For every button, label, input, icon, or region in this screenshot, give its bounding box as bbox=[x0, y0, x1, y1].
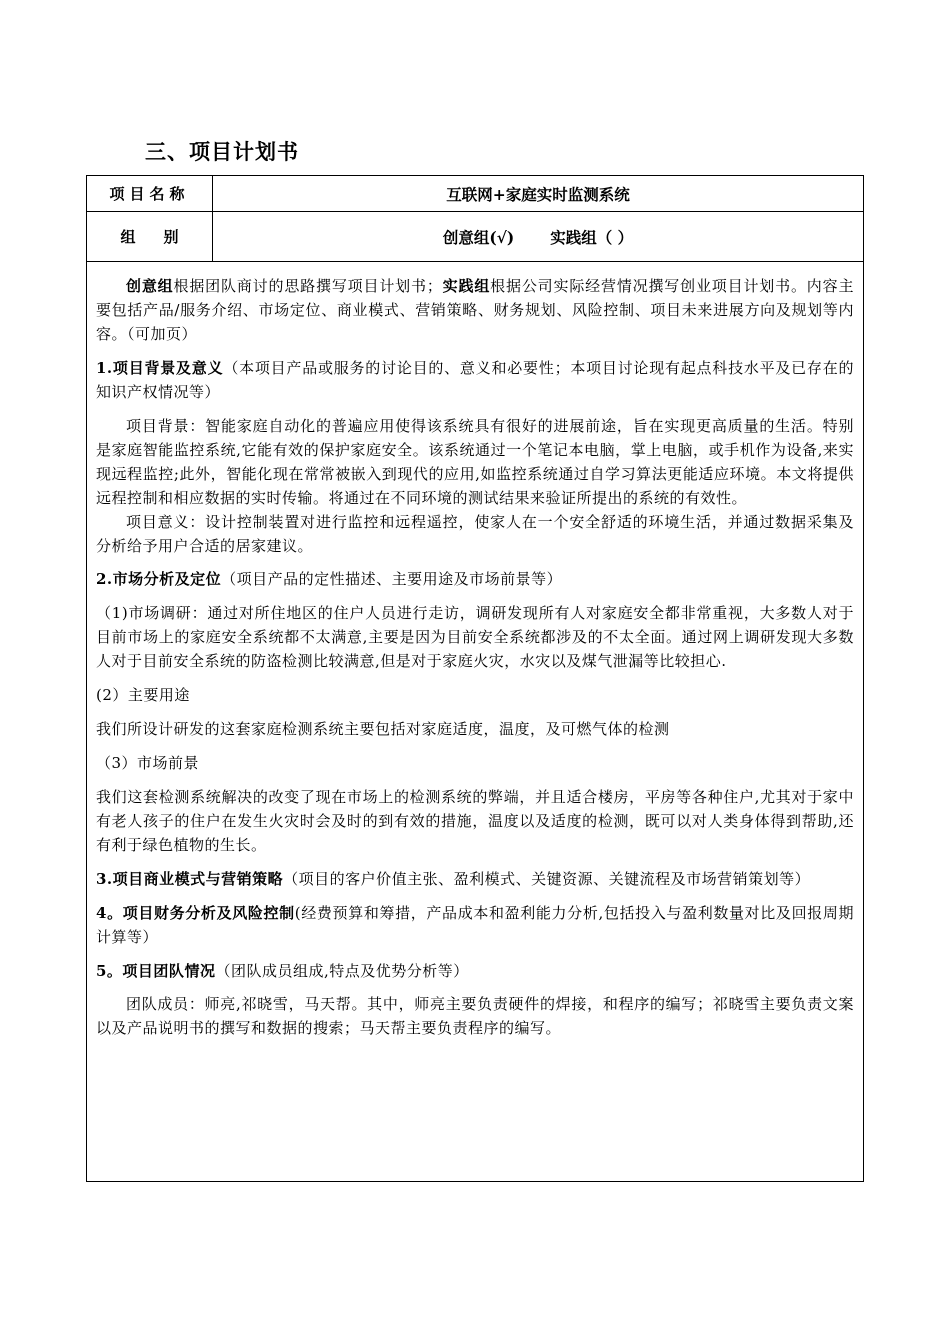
section-5-heading: 5。项目团队情况 bbox=[96, 962, 216, 980]
main-use-title: (2）主要用途 bbox=[96, 686, 190, 704]
significance-paragraph: 项目意义：设计控制装置对进行监控和远程遥控，使家人在一个安全舒适的环境生活，并通过数据采集及分析给予用户合适的居家建议。 bbox=[96, 513, 854, 555]
plan-content bbox=[96, 274, 854, 1040]
category-practice: 实践组（ ） bbox=[550, 227, 634, 247]
section-1-note: （本项目产品或服务的讨论目的、意义和必要性；本项目讨论现有起点科技水平及已存在的知识产权情况等） bbox=[96, 359, 854, 401]
section-5-heading-line bbox=[96, 959, 854, 983]
section-2-heading-line bbox=[96, 567, 854, 591]
section-3-heading: 3.项目商业模式与营销策略 bbox=[96, 870, 284, 888]
category-value-cell bbox=[213, 212, 863, 261]
section-2-note: （项目产品的定性描述、主要用途及市场前景等） bbox=[221, 570, 563, 588]
category-label: 组别 bbox=[120, 228, 207, 246]
project-name-label: 项目名称 bbox=[109, 185, 190, 203]
section-1-heading-line bbox=[96, 356, 854, 404]
section-1-heading: 1.项目背景及意义 bbox=[96, 359, 224, 377]
market-research-paragraph: （1)市场调研：通过对所住地区的住户人员进行走访，调研发现所有人对家庭安全都非常重视，大多数人对于目前市场上的家庭安全系统都不太满意,主要是因为目前安全系统都涉及的不太全面。通过网上调研发现大多数人对于目前安全系统的防盗检测比较满意,但是对于家庭火灾，水灾以及煤气泄漏等比较担心. bbox=[96, 604, 854, 670]
section-title: 三、项目计划书 bbox=[145, 139, 299, 164]
intro-text-1: 根据团队商讨的思路撰写项目计划书； bbox=[173, 277, 443, 295]
market-prospect-text: 我们这套检测系统解决的改变了现在市场上的检测系统的弊端，并且适合楼房，平房等各种住户,尤其对于家中有老人孩子的住户在发生火灾时会及时的到有效的措施，温度以及适度的检测，既可以对人类身体得到帮助,还有利于绿色植物的生长。 bbox=[96, 788, 854, 854]
intro-text-2: 根据公司实际经营情况撰写创业项目计划书。内容主要包括产品/服务介绍、市场定位、商业模式、营销策略、财务规划、风险控制、项目未来进展方向及规划等内容。（可加页） bbox=[96, 277, 854, 343]
background-paragraph: 项目背景：智能家庭自动化的普遍应用使得该系统具有很好的进展前途，旨在实现更高质量的生活。特别是家庭智能监控系统,它能有效的保护家庭安全。该系统通过一个笔记本电脑，掌上电脑，或手机作为设备,来实现远程监控;此外，智能化现在常常被嵌入到现代的应用,如监控系统通过自学习算法更能适应环境。本文将提供远程控制和相应数据的实时传输。将通过在不同环境的测试结果来验证所提出的系统的有效性。 bbox=[96, 417, 854, 507]
category-creative: 创意组(√) bbox=[442, 227, 515, 247]
market-prospect-title: （3）市场前景 bbox=[96, 754, 200, 772]
intro-bold-creative: 创意组 bbox=[126, 277, 174, 295]
category-row bbox=[87, 212, 863, 262]
intro-bold-practice: 实践组 bbox=[442, 277, 491, 295]
section-4-note: (经费预算和筹措，产品成本和盈利能力分析,包括投入与盈利数量对比及回报周期计算等） bbox=[96, 904, 854, 946]
team-members-paragraph: 团队成员：师亮,祁晓雪，马天帮。其中，师亮主要负责硬件的焊接，和程序的编写；祁晓雪主要负责文案以及产品说明书的撰写和数据的搜索；马天帮主要负责程序的编写。 bbox=[96, 995, 854, 1037]
intro-paragraph bbox=[96, 274, 854, 346]
section-5-note: （团队成员组成,特点及优势分析等） bbox=[215, 962, 469, 980]
project-name-label-cell bbox=[87, 176, 213, 211]
section-3-heading-line bbox=[96, 867, 854, 891]
section-4-heading: 4。项目财务分析及风险控制 bbox=[96, 904, 295, 922]
project-name-row bbox=[87, 176, 863, 212]
project-name-value-cell bbox=[213, 176, 863, 211]
project-plan-table bbox=[86, 175, 864, 1182]
section-2-heading: 2.市场分析及定位 bbox=[96, 570, 222, 588]
section-4-heading-line bbox=[96, 901, 854, 949]
category-label-cell bbox=[87, 212, 213, 261]
main-use-text: 我们所设计研发的这套家庭检测系统主要包括对家庭适度，温度，及可燃气体的检测 bbox=[96, 720, 670, 738]
project-name-value: 互联网+家庭实时监测系统 bbox=[446, 184, 630, 204]
section-3-note: （项目的客户价值主张、盈利模式、关键资源、关键流程及市场营销策划等） bbox=[283, 870, 811, 888]
